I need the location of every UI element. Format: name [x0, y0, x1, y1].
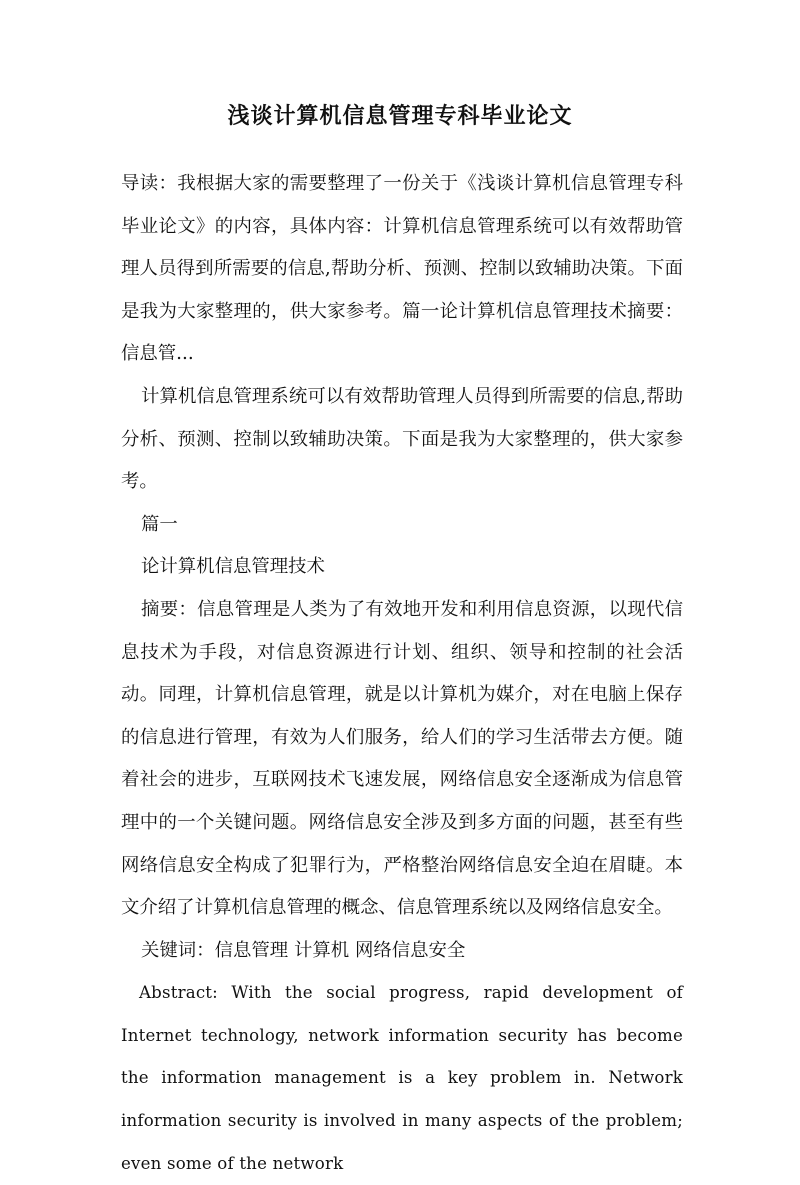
abstract-paragraph: 摘要：信息管理是人类为了有效地开发和利用信息资源，以现代信息技术为手段，对信息资源进行计划、组织、领导和控制的社会活动。同理，计算机信息管理，就是以计算机为媒介，对在电脑上保存的信息进行管理，有效为人们服务，给人们的学习生活带去方便。随着社会的进步，互联网技术飞速发展，网络信息安全逐渐成为信息管理中的一个关键问题。网络信息安全涉及到多方面的问题，甚至有些网络信息安全构成了犯罪行为，严格整治网络信息安全迫在眉睫。本文介绍了计算机信息管理的概念、信息管理系统以及网络信息安全。: [121, 598, 683, 919]
article-title: 论计算机信息管理技术: [141, 556, 325, 578]
intro-paragraph: 导读：我根据大家的需要整理了一份关于《浅谈计算机信息管理专科毕业论文》的内容，具体内容：计算机信息管理系统可以有效帮助管理人员得到所需要的信息,帮助分析、预测、控制以致辅助决策。下面是我为大家整理的，供大家参考。篇一论计算机信息管理技术摘要：信息管...: [121, 173, 683, 365]
keywords-paragraph: 关键词：信息管理 计算机 网络信息安全: [141, 939, 466, 961]
document-title: 浅谈计算机信息管理专科毕业论文: [227, 104, 573, 129]
section-heading: 篇一: [141, 513, 178, 535]
summary-paragraph: 计算机信息管理系统可以有效帮助管理人员得到所需要的信息,帮助分析、预测、控制以致辅助决策。下面是我为大家整理的，供大家参考。: [121, 385, 683, 493]
english-abstract-paragraph: Abstract: With the social progress, rapid development of Internet technology, network information security has become the information management is a key problem in. Network information security is involved in many aspects of the problem; even some of the network: [121, 983, 683, 1173]
document-body: [121, 163, 683, 1185]
